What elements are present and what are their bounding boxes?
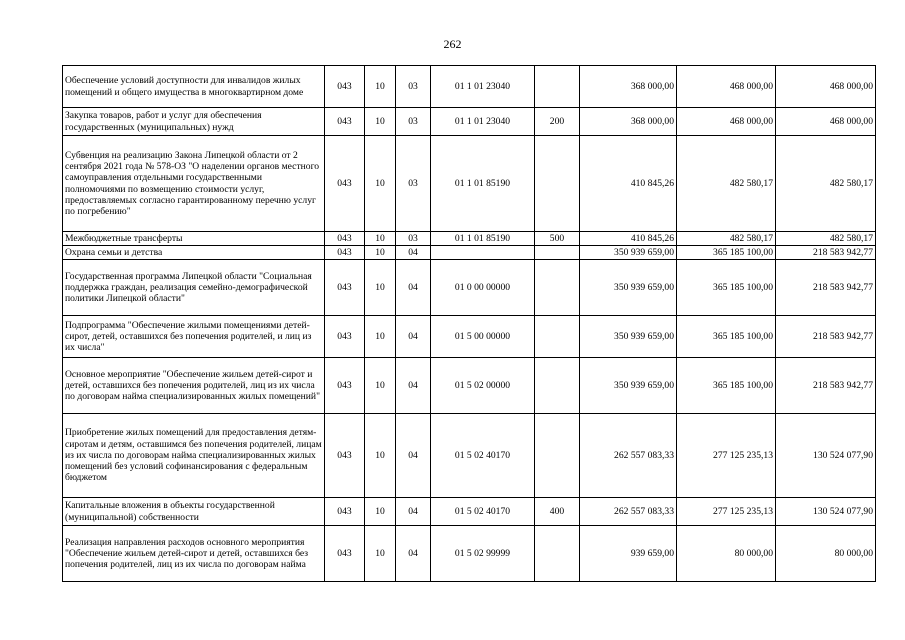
- cell-ministry-code: 043: [325, 66, 365, 108]
- cell-subsection: 04: [396, 316, 431, 358]
- page-number: 262: [443, 37, 462, 51]
- cell-amount-2: 482 580,17: [677, 136, 776, 232]
- cell-ministry-code: 043: [325, 260, 365, 316]
- cell-expense-type: [535, 414, 580, 498]
- cell-amount-3: 80 000,00: [776, 526, 876, 582]
- cell-name: Закупка товаров, работ и услуг для обеспечения государственных (муниципальных) нужд: [63, 108, 325, 136]
- cell-target-article: 01 1 01 23040: [431, 66, 535, 108]
- cell-expense-type: [535, 316, 580, 358]
- cell-name: Капитальные вложения в объекты государственной (муниципальной) собственности: [63, 498, 325, 526]
- cell-section: 10: [365, 358, 396, 414]
- cell-section: 10: [365, 498, 396, 526]
- cell-amount-2: 365 185 100,00: [677, 358, 776, 414]
- cell-amount-1: 350 939 659,00: [580, 316, 677, 358]
- cell-name: Подпрограмма "Обеспечение жилыми помещениями детей-сирот, детей, оставшихся без попечения родителей, и лиц из их числа": [63, 316, 325, 358]
- budget-table: [62, 65, 876, 582]
- cell-target-article: [431, 246, 535, 260]
- table-row: [63, 498, 876, 526]
- cell-target-article: 01 1 01 85190: [431, 232, 535, 246]
- cell-section: 10: [365, 316, 396, 358]
- cell-name: Охрана семьи и детства: [63, 246, 325, 260]
- cell-amount-3: 130 524 077,90: [776, 498, 876, 526]
- cell-amount-2: 277 125 235,13: [677, 414, 776, 498]
- cell-amount-2: 80 000,00: [677, 526, 776, 582]
- cell-ministry-code: 043: [325, 316, 365, 358]
- cell-name: Межбюджетные трансферты: [63, 232, 325, 246]
- cell-name: Реализация направления расходов основного мероприятия "Обеспечение жильем детей-сирот и детей, оставшихся без попечения родителей, лиц из их числа по договорам найма: [63, 526, 325, 582]
- table-row: [63, 136, 876, 232]
- cell-amount-2: 365 185 100,00: [677, 260, 776, 316]
- cell-expense-type: [535, 260, 580, 316]
- cell-target-article: 01 5 02 00000: [431, 358, 535, 414]
- cell-subsection: 03: [396, 136, 431, 232]
- cell-expense-type: [535, 358, 580, 414]
- cell-target-article: 01 5 00 00000: [431, 316, 535, 358]
- cell-ministry-code: 043: [325, 108, 365, 136]
- cell-subsection: 04: [396, 260, 431, 316]
- cell-amount-3: 130 524 077,90: [776, 414, 876, 498]
- cell-expense-type: 200: [535, 108, 580, 136]
- cell-amount-3: 218 583 942,77: [776, 260, 876, 316]
- table-body: [63, 66, 876, 582]
- cell-target-article: 01 5 02 40170: [431, 498, 535, 526]
- cell-amount-1: 410 845,26: [580, 232, 677, 246]
- table-row: [63, 526, 876, 582]
- cell-target-article: 01 0 00 00000: [431, 260, 535, 316]
- cell-target-article: 01 5 02 99999: [431, 526, 535, 582]
- table-row: [63, 246, 876, 260]
- cell-amount-3: 482 580,17: [776, 136, 876, 232]
- cell-amount-3: 468 000,00: [776, 66, 876, 108]
- cell-subsection: 04: [396, 526, 431, 582]
- cell-expense-type: 400: [535, 498, 580, 526]
- cell-name: Обеспечение условий доступности для инвалидов жилых помещений и общего имущества в многоквартирном доме: [63, 66, 325, 108]
- cell-subsection: 03: [396, 66, 431, 108]
- cell-amount-3: 482 580,17: [776, 232, 876, 246]
- cell-target-article: 01 1 01 23040: [431, 108, 535, 136]
- table-row: [63, 316, 876, 358]
- cell-section: 10: [365, 136, 396, 232]
- cell-name: Приобретение жилых помещений для предоставления детям-сиротам и детям, оставшимся без попечения родителей, лицам из их числа по договорам найма специализированных жилых помещений без условий софинансирования с федеральным бюджетом: [63, 414, 325, 498]
- cell-amount-1: 262 557 083,33: [580, 414, 677, 498]
- cell-subsection: 04: [396, 414, 431, 498]
- cell-amount-1: 368 000,00: [580, 108, 677, 136]
- cell-expense-type: [535, 136, 580, 232]
- table-row: [63, 414, 876, 498]
- cell-amount-2: 468 000,00: [677, 66, 776, 108]
- cell-ministry-code: 043: [325, 358, 365, 414]
- table-row: [63, 232, 876, 246]
- cell-section: 10: [365, 246, 396, 260]
- cell-ministry-code: 043: [325, 136, 365, 232]
- cell-amount-2: 277 125 235,13: [677, 498, 776, 526]
- cell-amount-3: 218 583 942,77: [776, 358, 876, 414]
- cell-ministry-code: 043: [325, 498, 365, 526]
- cell-amount-1: 262 557 083,33: [580, 498, 677, 526]
- cell-amount-2: 365 185 100,00: [677, 246, 776, 260]
- cell-ministry-code: 043: [325, 526, 365, 582]
- cell-amount-2: 468 000,00: [677, 108, 776, 136]
- cell-subsection: 04: [396, 246, 431, 260]
- cell-section: 10: [365, 414, 396, 498]
- table-row: [63, 358, 876, 414]
- cell-subsection: 04: [396, 358, 431, 414]
- cell-name: Субвенция на реализацию Закона Липецкой области от 2 сентября 2021 года № 578-ОЗ "О наделении органов местного самоуправления отдельными государственными полномочиями по возмещению стоимости услуг, предоставляемых согласно гарантированному перечню услуг по погребению": [63, 136, 325, 232]
- cell-amount-1: 350 939 659,00: [580, 260, 677, 316]
- table-row: [63, 260, 876, 316]
- cell-section: 10: [365, 232, 396, 246]
- cell-section: 10: [365, 108, 396, 136]
- cell-amount-1: 368 000,00: [580, 66, 677, 108]
- cell-section: 10: [365, 526, 396, 582]
- cell-name: Основное мероприятие "Обеспечение жильем детей-сирот и детей, оставшихся без попечения родителей, лиц из их числа по договорам найма специализированных жилых помещений": [63, 358, 325, 414]
- cell-expense-type: 500: [535, 232, 580, 246]
- cell-amount-2: 365 185 100,00: [677, 316, 776, 358]
- cell-section: 10: [365, 260, 396, 316]
- cell-amount-3: 468 000,00: [776, 108, 876, 136]
- cell-subsection: 04: [396, 498, 431, 526]
- cell-target-article: 01 5 02 40170: [431, 414, 535, 498]
- cell-amount-1: 350 939 659,00: [580, 358, 677, 414]
- cell-amount-1: 410 845,26: [580, 136, 677, 232]
- cell-amount-3: 218 583 942,77: [776, 246, 876, 260]
- cell-ministry-code: 043: [325, 232, 365, 246]
- cell-expense-type: [535, 246, 580, 260]
- cell-ministry-code: 043: [325, 246, 365, 260]
- cell-subsection: 03: [396, 108, 431, 136]
- cell-amount-1: 350 939 659,00: [580, 246, 677, 260]
- cell-amount-3: 218 583 942,77: [776, 316, 876, 358]
- table-row: [63, 66, 876, 108]
- cell-target-article: 01 1 01 85190: [431, 136, 535, 232]
- cell-amount-1: 939 659,00: [580, 526, 677, 582]
- cell-ministry-code: 043: [325, 414, 365, 498]
- cell-name: Государственная программа Липецкой области "Социальная поддержка граждан, реализация семейно-демографической политики Липецкой области": [63, 260, 325, 316]
- cell-subsection: 03: [396, 232, 431, 246]
- cell-expense-type: [535, 66, 580, 108]
- cell-section: 10: [365, 66, 396, 108]
- cell-expense-type: [535, 526, 580, 582]
- cell-amount-2: 482 580,17: [677, 232, 776, 246]
- table-row: [63, 108, 876, 136]
